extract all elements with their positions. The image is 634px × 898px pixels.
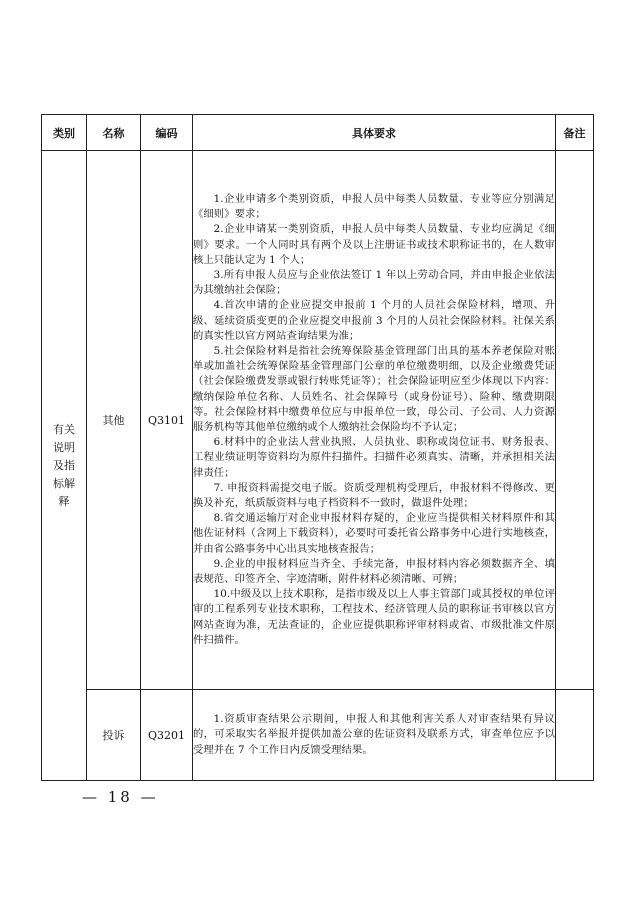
header-code: 编码	[141, 115, 193, 151]
requirement-paragraph: 9.企业的申报材料应当齐全、手续完备，申报材料内容必须数据齐全、填表规范、印签齐全、字迹清晰，附件材料必须清晰、可辨；	[193, 557, 555, 586]
row-code: Q3201	[141, 690, 193, 781]
remark-cell	[556, 151, 594, 690]
requirement-paragraph: 5.社会保险材料是指社会统筹保险基金管理部门出具的基本养老保险对账单或加盖社会统筹保险基金管理部门公章的单位缴费明细，以及企业缴费凭证（社会保险缴费发票或银行转账凭证等）；社会保险证明应至少体现以下内容：缴纳保险单位名称、人员姓名、社会保障号（或身份证号）、险种、缴费期限等。社会保险材料中缴费单位应与申报单位一致，母公司、子公司、人力资源服务机构等其他单位缴纳或个人缴纳社会保险均不予认定；	[193, 344, 555, 433]
page-number: — 18 —	[82, 788, 159, 806]
requirement-cell	[193, 151, 556, 690]
requirement-paragraph: 4.首次申请的企业应提交申报前 1 个月的人员社会保险材料，增项、升级、延续资质变更的企业应提交申报前 3 个月的人员社会保险材料。社保关系的真实性以官方网站查询结果为准；	[193, 299, 555, 342]
requirement-paragraph: 10.中级及以上技术职称，是指市级及以上人事主管部门或其授权的单位评审的工程系列专业技术职称，工程技术、经济管理人员的职称证书审核以官方网站查询为准，无法查证的，企业应提供职称评审材料或省、市级批准文件原件扫描件。	[193, 588, 555, 646]
row-name: 其他	[87, 151, 141, 690]
requirement-paragraph: 3.所有申报人员应与企业依法签订 1 年以上劳动合同，并由申报企业依法为其缴纳社会保险；	[193, 268, 555, 297]
category-cell	[42, 151, 87, 781]
category-text: 有关说明及指标解释	[53, 422, 75, 508]
table-header-row	[42, 115, 594, 151]
requirements-table	[41, 114, 594, 781]
requirement-paragraph: 1.企业申请多个类别资质，申报人员中每类人员数量、专业等应分别满足《细则》要求；	[193, 192, 555, 221]
header-name: 名称	[87, 115, 141, 151]
header-remark: 备注	[556, 115, 594, 151]
table-row	[42, 151, 594, 690]
table-row	[42, 690, 594, 781]
requirement-paragraph: 7. 申报资料需提交电子版。资质受理机构受理后，申报材料不得修改、更换及补充，纸质版资料与电子档资料不一致时，做退件处理；	[193, 481, 555, 510]
requirement-paragraph: 6.材料中的企业法人营业执照、人员执业、职称或岗位证书、财务报表、工程业绩证明等资料均为原件扫描件。扫描件必须真实、清晰，并承担相关法律责任；	[193, 436, 555, 479]
header-requirement: 具体要求	[193, 115, 556, 151]
header-category: 类别	[42, 115, 87, 151]
requirement-paragraph: 2.企业申请某一类别资质，申报人员中每类人员数量、专业均应满足《细则》要求。一个人同时具有两个及以上注册证书或技术职称证书的，在人数审核上只能认定为 1 个人；	[193, 223, 555, 266]
requirement-paragraph: 1.资质审查结果公示期间，申报人和其他利害关系人对审查结果有异议的，可采取实名举报并提供加盖公章的佐证资料及联系方式，审查单位应予以受理并在 7 个工作日内反馈受理结果。	[193, 713, 555, 756]
requirement-paragraph: 8.省交通运输厅对企业申报材料存疑的，企业应当提供相关材料原件和其他佐证材料（含网上下载资料），必要时可委托省公路事务中心进行实地核查，并由省公路事务中心出具实地核查报告；	[193, 512, 555, 555]
row-code: Q3101	[141, 151, 193, 690]
requirement-cell	[193, 690, 556, 781]
row-name: 投诉	[87, 690, 141, 781]
remark-cell	[556, 690, 594, 781]
